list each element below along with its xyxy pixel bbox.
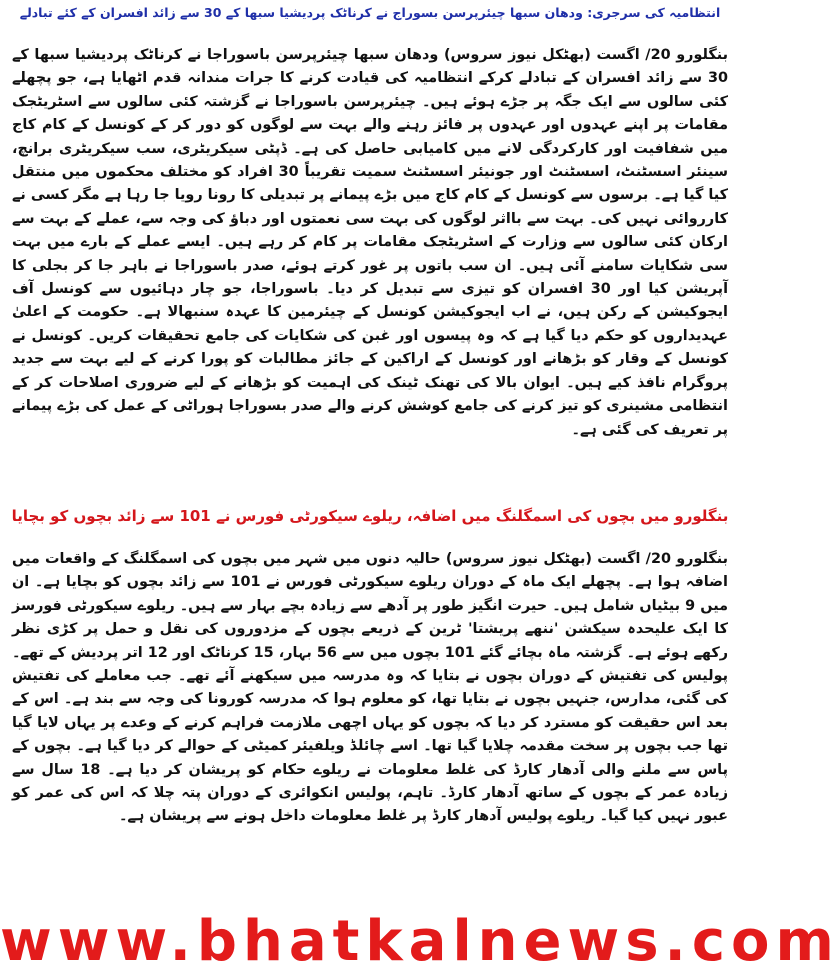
article1-body-container (10, 44, 730, 504)
article1-headline: انتظامیہ کی سرجری: ودھان سبھا چیئرپرسن بسوراج نے کرناٹک پردیشیا سبھا کے 30 سے زائد افسران کے کئے تبادلے (19, 5, 721, 20)
article2-body-container (10, 548, 730, 886)
article1-body: بنگلورو 20/ اگست (بھٹکل نیوز سروس) ودھان سبھا چیئرپرسن باسوراجا نے کرناٹک پردیشیا سبھا کے 30 سے زائد افسران کے تبادلے کرکے انتظامیہ کی قیادت کرنے کا جرات مندانہ قدم اٹھایا ہے، جو پچھلے کئی سالوں سے ایک جگہ پر جڑے ہوئے ہیں۔ چیئرپرسن باسوراجا نے گزشتہ کئی سالوں سے اسٹریٹجک مقامات پر اپنے عہدوں اور عہدوں پر فائز رہنے والے بہت سے لوگوں کو دور کر کے کونسل کے کام کاج میں شفافیت اور کارکردگی لانے میں کامیابی حاصل کی ہے۔ ڈپٹی سیکریٹری، سب سیکریٹری برانچ، سینئر اسسٹنٹ، اسسٹنٹ اور جونیئر اسسٹنٹ سمیت تقریباً 30 افراد کو مختلف محکموں میں منتقل کیا گیا ہے۔ برسوں سے کونسل کے کام کاج میں بڑے پیمانے پر تبدیلی کا رونا رویا جا رہا ہے مگر کسی نے کارروائی نہیں کی۔ بہت سے بااثر لوگوں کی بہت سی نعمتوں اور دباؤ کی وجہ سے، عملے کے بہت سے ارکان کئی سالوں سے وزارت کے اسٹریٹجک مقامات پر کام کر رہے ہیں۔ ایسے عملے کے بارے میں بہت سی شکایات سامنے آئی ہیں۔ ان سب باتوں پر غور کرتے ہوئے، صدر باسوراجا نے باہر جا کر بجلی کا آپریشن کیا اور 30 افسران کو تیزی سے تبدیل کر دیا۔ باسوراجا، جو چار دہائیوں سے کونسل آف ایجوکیشن کے رکن ہیں، نے اب ایجوکیشن کونسل کے چیئرمین کا عہدہ سنبھالا ہے۔ حکومت کے اعلیٰ عہدیداروں کو حکم دیا گیا ہے کہ وہ پیسوں اور غبن کی شکایات کی جامع تحقیقات کریں۔ کونسل نے کونسل کے وقار کو بڑھانے اور کونسل کے اراکین کے جائز مطالبات کو پورا کرنے کے لیے بہت سے جدید پروگرام نافذ کیے ہیں۔ ایوان بالا کی تھنک ٹینک کی اہمیت کو بڑھانے کے لیے ضروری اصلاحات کر کے انتظامی مشینری کو تیز کرنے کی جامع کوشش کرنے والے صدر بسوراجا ہوراٹی کے عمل کی بڑے پیمانے پر تعریف کی گئی ہے۔ (12, 47, 729, 438)
article2-body: بنگلورو 20/ اگست (بھٹکل نیوز سروس) حالیہ دنوں میں شہر میں بچوں کی اسمگلنگ کے واقعات میں اضافہ ہوا ہے۔ پچھلے ایک ماہ کے دوران ریلوے سیکورٹی فورس نے 101 سے زائد بچوں کو بچایا ہے۔ ان میں 9 بیٹیاں شامل ہیں۔ حیرت انگیز طور پر آدھے سے زیادہ بچے بہار سے ہیں۔ ریلوے سیکورٹی فورسز کا ایک علیحدہ سیکشن 'ننھے پریشتا' ٹرین کے ذریعے بچوں کے مزدوروں کی نقل و حمل پر کڑی نظر رکھے ہوئے ہے۔ گزشتہ ماہ بچائے گئے 101 بچوں میں سے 56 بہار، 15 کرناٹک اور 12 اتر پردیش کے تھے۔ پولیس کی تفتیش کے دوران بچوں نے بتایا کہ وہ مدرسہ میں سیکھنے آئے تھے۔ جب معاملے کی تفتیش کی گئی، مدارس، جنہیں بچوں نے بتایا تھا، کو معلوم ہوا کہ مدرسہ کورونا کی وجہ سے بند ہے۔ اس کے بعد اس حقیقت کو مسترد کر دیا کہ بچوں کو یہاں اچھی ملازمت فراہم کرنے کے وعدے پر یہاں لایا گیا تھا جب بچوں پر سخت مقدمہ چلایا گیا تھا۔ اسے چائلڈ ویلفیئر کمیٹی کے حوالے کر دیا گیا ہے۔ بچوں کے پاس سے ملنے والی آدھار کارڈ کی غلط معلومات نے ریلوے حکام کو پریشان کر دیا ہے۔ 18 سال سے زیادہ عمر کے بچوں کے ساتھ آدھار کارڈ۔ تاہم، پولیس انکوائری کے دوران پتہ چلا کہ اس کی عمر کو عبور نہیں کیا گیا۔ ریلوے پولیس آدھار کارڈ پر غلط معلومات داخل ہونے سے پریشان ہے۔ (12, 551, 728, 825)
site-watermark: www.bhatkalnews.com (0, 909, 840, 974)
article2-headline: بنگلورو میں بچوں کی اسمگلنگ میں اضافہ، ریلوے سیکورٹی فورس نے 101 سے زائد بچوں کو بچایا (11, 507, 729, 525)
